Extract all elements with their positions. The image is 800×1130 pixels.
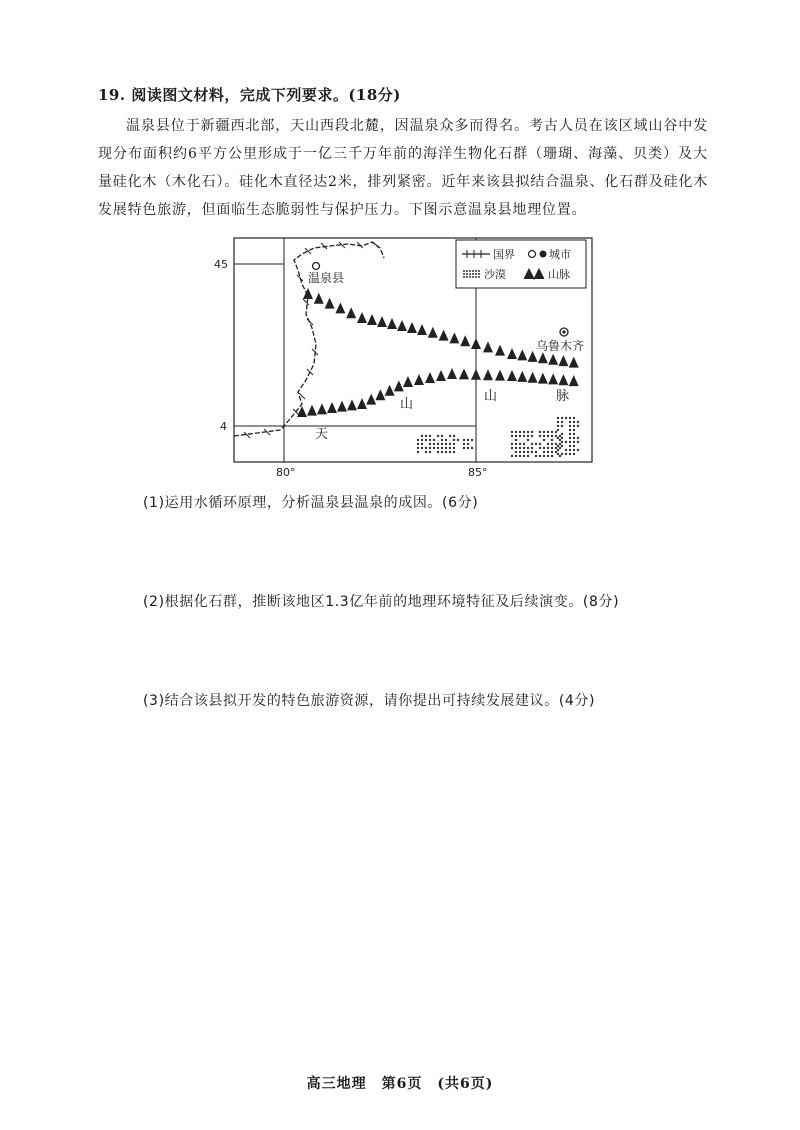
desert-dot: [561, 453, 563, 455]
mountain-peak-icon: [459, 368, 469, 379]
desert-dot: [569, 433, 571, 435]
desert-dot: [519, 431, 521, 433]
mountain-peak-icon: [346, 307, 356, 318]
legend-desert-label: 沙漠: [484, 268, 506, 281]
desert-dot: [519, 447, 521, 449]
desert-dot: [453, 443, 455, 445]
mountain-peak-icon: [357, 312, 367, 323]
mountain-peak-icon: [417, 324, 427, 335]
desert-dot: [519, 455, 521, 457]
desert-dot: [543, 455, 545, 457]
desert-dot: [511, 455, 513, 457]
mountain-peak-icon: [507, 370, 517, 381]
mountain-range-north: [303, 288, 579, 368]
desert-dot: [565, 441, 567, 443]
desert-dot: [463, 439, 465, 441]
desert-dot: [429, 451, 431, 453]
legend-desert-dot: [463, 270, 465, 272]
desert-dot: [527, 435, 529, 437]
desert-dot: [463, 443, 465, 445]
desert-dot: [569, 429, 571, 431]
desert-dot: [441, 451, 443, 453]
desert-dot: [433, 443, 435, 445]
desert-dot: [543, 431, 545, 433]
mountain-peak-icon: [366, 394, 376, 405]
desert-dot: [547, 431, 549, 433]
desert-dot: [569, 425, 571, 427]
desert-dot: [511, 443, 513, 445]
lat-top-label: 45: [214, 258, 228, 271]
desert-dot: [561, 433, 563, 435]
desert-dot: [547, 447, 549, 449]
border-tick: [373, 242, 379, 248]
desert-dot: [441, 447, 443, 449]
mountain-peak-icon: [335, 302, 345, 313]
desert-dot: [577, 441, 579, 443]
mountain-peak-icon: [407, 322, 417, 333]
location-map-svg: [212, 236, 596, 484]
desert-dot: [555, 447, 557, 449]
mountain-peak-icon: [327, 402, 337, 413]
mountain-peak-icon: [471, 338, 481, 349]
desert-dot: [453, 447, 455, 449]
mountain-peak-icon: [428, 327, 438, 338]
desert-dot: [569, 453, 571, 455]
desert-dot: [557, 417, 559, 419]
desert-dot: [557, 453, 559, 455]
desert-dot: [551, 439, 553, 441]
desert-dot: [573, 449, 575, 451]
legend-desert-dot: [478, 270, 480, 272]
desert-dot: [543, 439, 545, 441]
desert-dot: [429, 443, 431, 445]
legend-desert-dot: [478, 276, 480, 278]
desert-dot: [573, 441, 575, 443]
desert-dot: [561, 445, 563, 447]
desert-dot: [425, 435, 427, 437]
desert-dot: [515, 435, 517, 437]
desert-dot: [547, 455, 549, 457]
desert-dot: [551, 443, 553, 445]
mountain-peak-icon: [569, 357, 579, 368]
mountain-peak-icon: [569, 375, 579, 386]
desert-dot: [577, 437, 579, 439]
desert-dot: [421, 439, 423, 441]
desert-dot: [445, 447, 447, 449]
desert-dot: [561, 417, 563, 419]
desert-dot: [527, 431, 529, 433]
mountain-peak-icon: [471, 369, 481, 380]
legend-desert-dot: [463, 273, 465, 275]
desert-dot: [425, 447, 427, 449]
desert-dot: [449, 435, 451, 437]
mountain-peak-icon: [548, 373, 558, 384]
legend-mountain-label: 山脉: [548, 268, 570, 281]
desert-dot: [535, 455, 537, 457]
desert-dot: [573, 417, 575, 419]
desert-dot: [573, 429, 575, 431]
desert-dot: [523, 447, 525, 449]
legend-desert-dot: [472, 273, 474, 275]
desert-dot: [527, 451, 529, 453]
legend-desert-dot: [466, 276, 468, 278]
desert-dot: [527, 447, 529, 449]
desert-dot: [515, 443, 517, 445]
desert-dot: [523, 431, 525, 433]
desert-dot: [535, 451, 537, 453]
legend-desert-dot: [469, 270, 471, 272]
sub-question-1: (1)运用水循环原理，分析温泉县温泉的成因。(6分): [143, 495, 479, 511]
desert-dot: [515, 431, 517, 433]
desert-dot: [551, 451, 553, 453]
desert-dot: [559, 447, 561, 449]
urumqi-city-dot: [562, 330, 565, 333]
desert-dot: [523, 443, 525, 445]
desert-dot: [559, 443, 561, 445]
mountain-peak-icon: [447, 368, 457, 379]
desert-dot: [531, 451, 533, 453]
border-tick: [307, 319, 313, 325]
mountain-peak-icon: [387, 318, 397, 329]
desert-dot: [569, 441, 571, 443]
desert-dot: [531, 435, 533, 437]
desert-dot: [519, 435, 521, 437]
range-name-char-1: 天: [315, 427, 329, 442]
desert-dot: [543, 447, 545, 449]
desert-dot: [555, 435, 557, 437]
desert-areas: [417, 417, 579, 457]
desert-dot: [463, 447, 465, 449]
desert-dot: [561, 441, 563, 443]
desert-dot: [561, 421, 563, 423]
mountain-peak-icon: [403, 376, 413, 387]
lon-left-label: 80°: [276, 466, 296, 479]
desert-dot: [433, 439, 435, 441]
desert-dot: [445, 451, 447, 453]
desert-dot: [531, 447, 533, 449]
desert-dot: [573, 433, 575, 435]
desert-dot: [429, 435, 431, 437]
desert-dot: [543, 435, 545, 437]
desert-dot: [511, 435, 513, 437]
desert-dot: [573, 425, 575, 427]
desert-dot: [449, 447, 451, 449]
question-title: 19. 阅读图文材料，完成下列要求。(18分): [98, 86, 401, 104]
desert-dot: [539, 443, 541, 445]
desert-dot: [539, 435, 541, 437]
legend-desert-dot: [475, 273, 477, 275]
desert-dot: [569, 445, 571, 447]
desert-dot: [417, 451, 419, 453]
desert-dot: [467, 447, 469, 449]
mountain-peak-icon: [548, 354, 558, 365]
desert-dot: [555, 443, 557, 445]
urumqi-label: 乌鲁木齐: [536, 339, 585, 353]
desert-dot: [543, 451, 545, 453]
wenquan-city-marker: [313, 263, 320, 270]
desert-dot: [449, 451, 451, 453]
range-name-char-2: 山: [400, 397, 414, 412]
desert-dot: [539, 455, 541, 457]
mountain-peak-icon: [495, 345, 505, 356]
desert-dot: [471, 447, 473, 449]
desert-dot: [577, 421, 579, 423]
legend-desert-dot: [463, 276, 465, 278]
border-tick: [307, 369, 313, 375]
desert-dot: [573, 445, 575, 447]
desert-dot: [433, 447, 435, 449]
desert-dot: [565, 417, 567, 419]
desert-dot: [453, 435, 455, 437]
desert-dot: [523, 451, 525, 453]
desert-dot: [425, 451, 427, 453]
desert-dot: [557, 449, 559, 451]
desert-dot: [515, 451, 517, 453]
mountain-peak-icon: [439, 330, 449, 341]
desert-dot: [437, 451, 439, 453]
mountain-peak-icon: [558, 355, 568, 366]
mountain-peak-icon: [357, 398, 367, 409]
desert-dot: [511, 431, 513, 433]
desert-dot: [557, 425, 559, 427]
desert-dot: [555, 431, 557, 433]
mountain-peak-icon: [297, 406, 307, 417]
desert-dot: [445, 439, 447, 441]
mountain-peak-icon: [558, 374, 568, 385]
desert-dot: [569, 421, 571, 423]
mountain-peak-icon: [507, 348, 517, 359]
mountain-peak-icon: [460, 335, 470, 346]
mountain-peak-icon: [495, 370, 505, 381]
desert-dot: [531, 431, 533, 433]
desert-dot: [429, 439, 431, 441]
desert-dot: [569, 437, 571, 439]
desert-dot: [437, 447, 439, 449]
desert-dot: [547, 443, 549, 445]
desert-dot: [453, 439, 455, 441]
legend-desert-dot: [466, 273, 468, 275]
mountain-peak-icon: [397, 320, 407, 331]
legend-desert-dot: [469, 273, 471, 275]
desert-dot: [467, 443, 469, 445]
desert-dot: [557, 429, 559, 431]
desert-dot: [569, 449, 571, 451]
mountain-peak-icon: [414, 374, 424, 385]
desert-dot: [417, 439, 419, 441]
wenquan-label: 温泉县: [308, 271, 345, 285]
sub-question-3: (3)结合该县拟开发的特色旅游资源，请你提出可持续发展建议。(4分): [143, 693, 596, 709]
legend-desert-dot: [475, 270, 477, 272]
mountain-peak-icon: [517, 371, 527, 382]
mountain-peak-icon: [367, 314, 377, 325]
desert-dot: [565, 449, 567, 451]
legend-desert-dot: [475, 276, 477, 278]
desert-dot: [573, 437, 575, 439]
legend-city-dot-icon: [540, 251, 547, 258]
mountain-peak-icon: [317, 403, 327, 414]
mountain-peak-icon: [337, 401, 347, 412]
desert-dot: [515, 447, 517, 449]
legend-city-label: 城市: [549, 248, 571, 261]
desert-dot: [441, 443, 443, 445]
mountain-peak-icon: [528, 372, 538, 383]
desert-dot: [429, 447, 431, 449]
desert-dot: [559, 439, 561, 441]
desert-dot: [511, 447, 513, 449]
lat-bottom-label: 4: [220, 420, 227, 433]
desert-dot: [441, 435, 443, 437]
desert-dot: [445, 443, 447, 445]
sub-question-2: (2)根据化石群，推断该地区1.3亿年前的地理环境特征及后续演变。(8分): [143, 594, 620, 610]
desert-dot: [515, 455, 517, 457]
range-name-char-3: 山: [484, 389, 498, 404]
desert-dot: [539, 431, 541, 433]
mountain-peak-icon: [517, 349, 527, 360]
desert-dot: [569, 417, 571, 419]
desert-dot: [425, 439, 427, 441]
lon-right-label: 85°: [468, 466, 488, 479]
desert-dot: [531, 443, 533, 445]
desert-dot: [565, 453, 567, 455]
legend-desert-dot: [472, 276, 474, 278]
desert-dot: [559, 455, 561, 457]
desert-dot: [523, 455, 525, 457]
desert-dot: [555, 451, 557, 453]
desert-dot: [515, 439, 517, 441]
desert-dot: [417, 443, 419, 445]
mountain-peak-icon: [436, 370, 446, 381]
desert-dot: [467, 439, 469, 441]
mountain-peak-icon: [307, 405, 317, 416]
mountain-peak-icon: [314, 293, 324, 304]
mountain-peak-icon: [538, 373, 548, 384]
desert-dot: [573, 421, 575, 423]
mountain-peak-icon: [449, 332, 459, 343]
desert-dot: [471, 439, 473, 441]
desert-dot: [421, 443, 423, 445]
desert-dot: [527, 455, 529, 457]
legend-border-label: 国界: [493, 248, 515, 261]
mountain-peak-icon: [394, 380, 404, 391]
page-footer: 高三地理 第6页 (共6页): [306, 1076, 494, 1092]
mountain-peak-icon: [347, 399, 357, 410]
desert-dot: [421, 447, 423, 449]
desert-dot: [561, 437, 563, 439]
desert-dot: [519, 451, 521, 453]
desert-dot: [527, 439, 529, 441]
legend-desert-dot: [469, 276, 471, 278]
mountain-peak-icon: [377, 316, 387, 327]
desert-dot: [557, 445, 559, 447]
mountain-peak-icon: [538, 352, 548, 363]
desert-dot: [437, 435, 439, 437]
desert-dot: [551, 447, 553, 449]
range-name-char-4: 脉: [556, 389, 570, 404]
desert-dot: [437, 443, 439, 445]
desert-dot: [559, 435, 561, 437]
desert-dot: [523, 435, 525, 437]
mountain-peak-icon: [483, 341, 493, 352]
desert-dot: [557, 421, 559, 423]
desert-dot: [551, 455, 553, 457]
mountain-peak-icon: [425, 372, 435, 383]
mountain-peak-icon: [325, 298, 335, 309]
desert-dot: [547, 435, 549, 437]
desert-dot: [449, 443, 451, 445]
desert-dot: [519, 443, 521, 445]
question-passage: 温泉县位于新疆西北部，天山西段北麓，因温泉众多而得名。考古人员在该区域山谷中发现分布面积约6平方公里形成于一亿三千万年前的海洋生物化石群（珊瑚、海藻、贝类）及大量硅化木（木化石）。硅化木直径达2米，排列紧密。近年来该县拟结合温泉、化石群及硅化木发展特色旅游，但面临生态脆弱性与保护压力。下图示意温泉县地理位置。: [98, 118, 708, 218]
desert-dot: [551, 435, 553, 437]
mountain-peak-icon: [483, 369, 493, 380]
desert-dot: [573, 453, 575, 455]
border-tick: [305, 248, 311, 254]
location-map: [212, 236, 596, 484]
desert-dot: [547, 451, 549, 453]
mountain-peak-icon: [375, 389, 385, 400]
mountain-peak-icon: [385, 385, 395, 396]
desert-dot: [441, 439, 443, 441]
desert-dot: [551, 431, 553, 433]
desert-dot: [577, 449, 579, 451]
desert-dot: [457, 439, 459, 441]
desert-dot: [577, 425, 579, 427]
legend-desert-dot: [466, 270, 468, 272]
mountain-peak-icon: [303, 288, 313, 299]
mountain-range-south: [297, 368, 579, 417]
desert-dot: [557, 437, 559, 439]
desert-dot: [561, 425, 563, 427]
desert-dot: [421, 435, 423, 437]
desert-dot: [453, 451, 455, 453]
desert-dot: [535, 443, 537, 445]
desert-dot: [539, 447, 541, 449]
legend-desert-dot: [472, 270, 474, 272]
legend-desert-dot: [478, 273, 480, 275]
desert-dot: [417, 447, 419, 449]
